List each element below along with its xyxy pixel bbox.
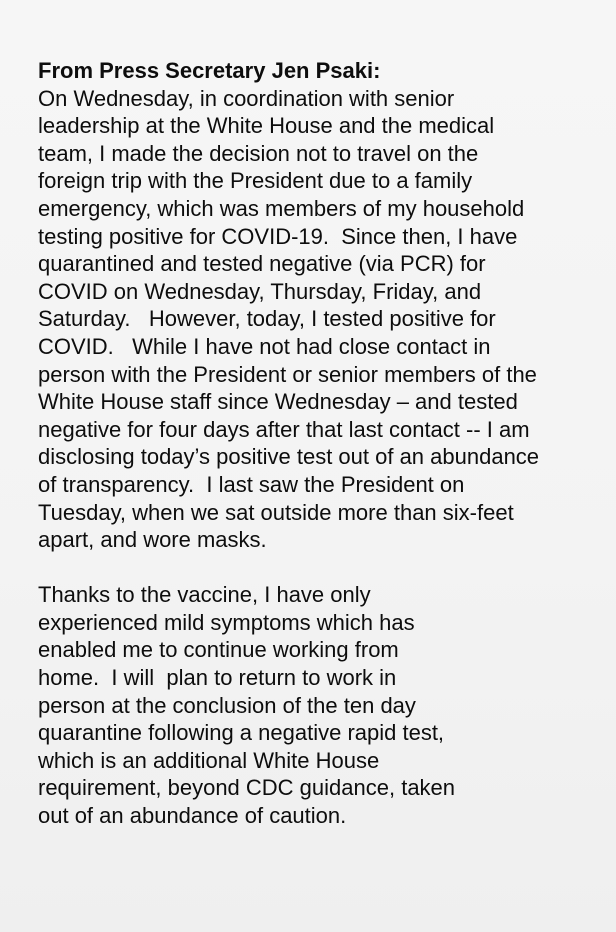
paragraph-line: person at the conclusion of the ten day [38, 692, 416, 718]
paragraph-line: Saturday. However, today, I tested positive for [38, 306, 496, 332]
paragraph-line: leadership at the White House and the medical [38, 113, 495, 139]
paragraph-spacer [38, 554, 610, 582]
paragraph-line: quarantined and tested negative (via PCR) for [38, 251, 486, 277]
paragraph-2 [38, 581, 610, 829]
paragraph-line: of transparency. I last saw the President on [38, 471, 465, 497]
paragraph-line: experienced mild symptoms which has [38, 609, 415, 635]
statement-heading: From Press Secretary Jen Psaki: [38, 58, 381, 83]
paragraph-line: On Wednesday, in coordination with senior [38, 85, 455, 111]
paragraph-line: out of an abundance of caution. [38, 803, 347, 829]
paragraph-line: negative for four days after that last contact -- I am [38, 416, 530, 442]
paragraph-line: enabled me to continue working from [38, 637, 399, 663]
paragraph-line: which is an additional White House [38, 747, 380, 773]
paragraph-line: apart, and wore masks. [38, 527, 267, 553]
paragraph-line: disclosing today’s positive test out of an abundance [38, 444, 540, 470]
paragraph-line: Tuesday, when we sat outside more than six-feet [38, 499, 514, 525]
paragraph-line: foreign trip with the President due to a family [38, 168, 473, 194]
paragraph-line: person with the President or senior members of the [38, 361, 537, 387]
paragraph-line: emergency, which was members of my household [38, 195, 525, 221]
paragraph-line: team, I made the decision not to travel on the [38, 140, 479, 166]
paragraph-1 [38, 85, 610, 554]
paragraph-line: requirement, beyond CDC guidance, taken [38, 775, 456, 801]
paragraph-line: quarantine following a negative rapid test, [38, 720, 445, 746]
paragraph-line: COVID on Wednesday, Thursday, Friday, and [38, 278, 482, 304]
paragraph-line: Thanks to the vaccine, I have only [38, 582, 371, 608]
paragraph-line: COVID. While I have not had close contact in [38, 333, 491, 359]
paragraph-line: home. I will plan to return to work in [38, 665, 397, 691]
press-statement [38, 57, 610, 830]
paragraph-line: White House staff since Wednesday – and tested [38, 389, 518, 415]
paragraph-line: testing positive for COVID-19. Since then, I have [38, 223, 518, 249]
